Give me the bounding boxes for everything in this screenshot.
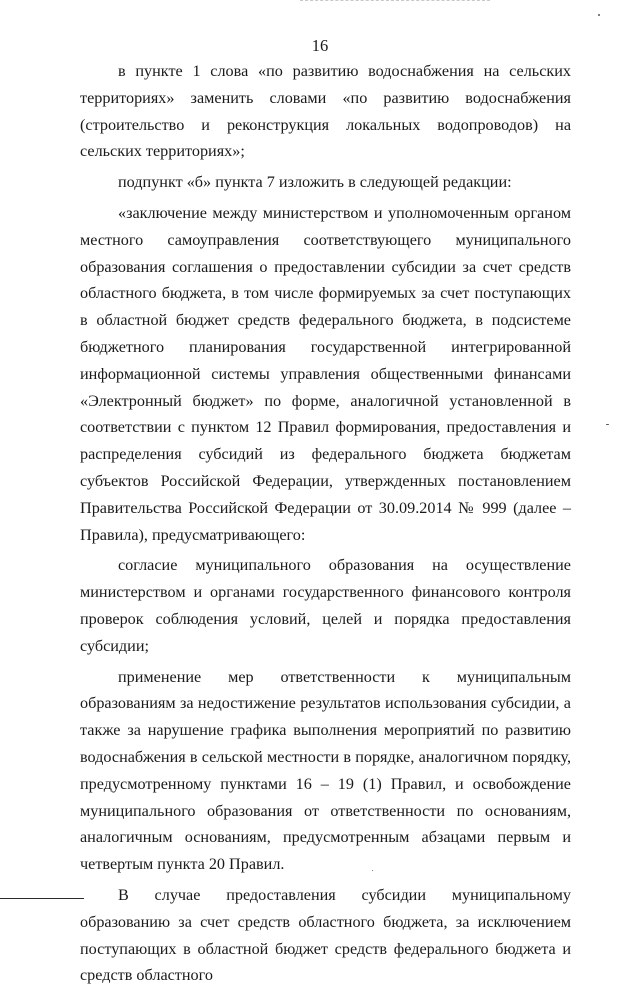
- paragraph-2: подпункт «б» пункта 7 изложить в следующей редакции:: [118, 173, 512, 192]
- page-number: 16: [311, 36, 329, 55]
- paragraph-6: В случае предоставления субсидии муниципальному образованию за счет средств областного бюджета, за исключением поступающих в областной бюджет средств федерального бюджета и средств областного: [80, 885, 571, 985]
- bottom-divider: [0, 898, 84, 899]
- paragraph-1: в пункте 1 слова «по развитию водоснабжения на сельских территориях» заменить словами «по развитию водоснабжения (строительство и реконструкция локальных водопроводов) на сельских территориях»;: [80, 62, 571, 161]
- scan-speck: [606, 424, 609, 425]
- paragraph-3: «заключение между министерством и уполномоченным органом местного самоуправления соответствующего муниципального образования соглашения о предоставлении субсидии за счет средств областного бюджета, в том числе формируемых за счет поступающих в областной бюджет средств федерального бюджета, в подсистеме бюджетного планирования государственной интегрированной информационной системы управления общественными финансами «Электронный бюджет» по форме, аналогичной установленной в соответствии с пунктом 12 Правил формирования, предоставления и распределения субсидий из федерального бюджета бюджетам субъектов Российской Федерации, утвержденных постановлением Правительства Российской Федерации от 30.09.2014 № 999 (далее – Правила), предусматривающего:: [80, 203, 571, 544]
- scan-speck: [372, 870, 373, 871]
- scan-speck: [598, 14, 600, 16]
- paragraph-5: применение мер ответственности к муниципальным образованиям за недостижение результатов использования субсидии, а также за нарушение графика выполнения мероприятий по развитию водоснабжения в сельской местности в порядке, аналогичном порядку, предусмотренному пунктами 16 – 19 (1) Правил, и освобождение муниципального образования от ответственности по основаниям, аналогичным основаниям, предусмотренным абзацами первым и четвертым пункта 20 Правил.: [80, 667, 571, 874]
- body-text: [80, 58, 571, 989]
- paragraph-4: согласие муниципального образования на осуществление министерством и органами государственного финансового контроля проверок соблюдения условий, целей и порядка предоставления субсидии;: [80, 556, 571, 655]
- top-divider: [300, 0, 490, 2]
